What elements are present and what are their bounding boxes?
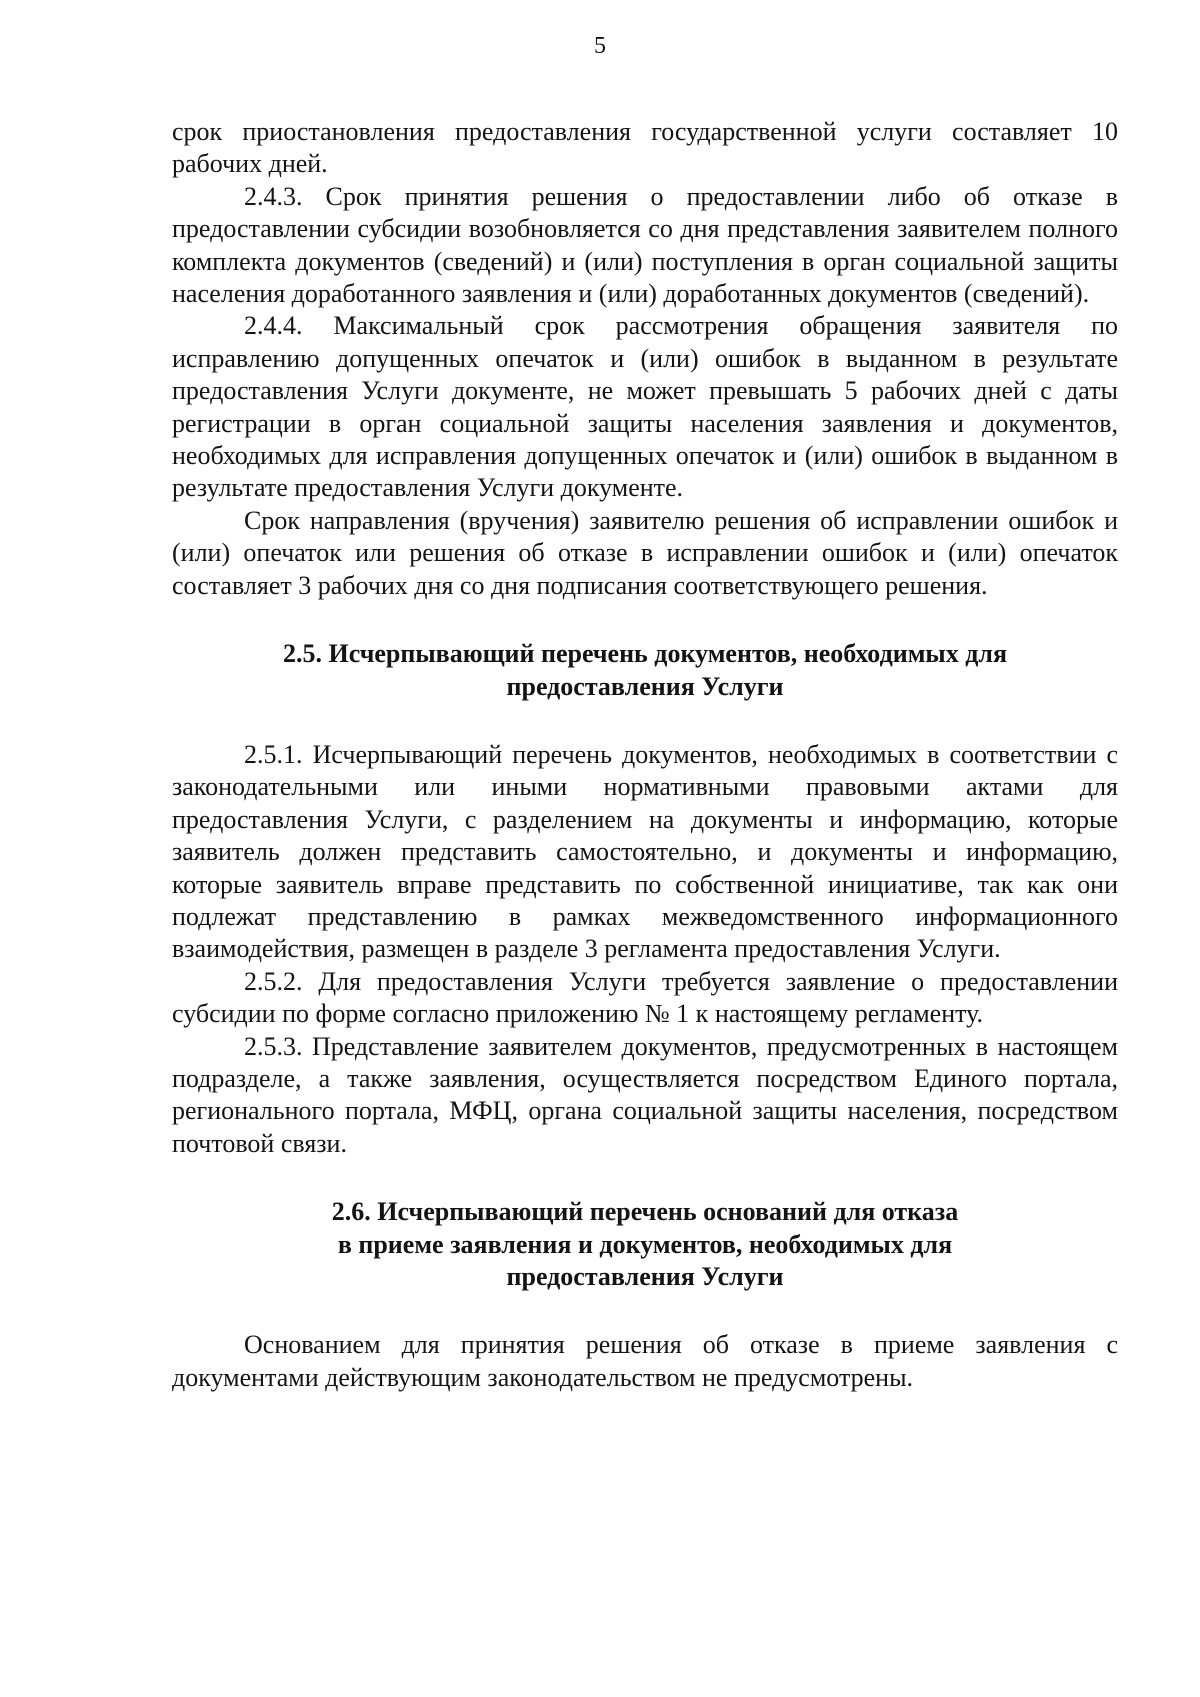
paragraph-suspension-term: срок приостановления предоставления государственной услуги составляет 10 рабочих дней. (172, 117, 1118, 179)
page-number: 5 (594, 33, 606, 59)
heading-line: предоставления Услуги (506, 671, 784, 701)
document-body (172, 116, 1118, 1394)
paragraph-2-5-2: 2.5.2. Для предоставления Услуги требуется заявление о предоставлении субсидии по форме согласно приложению № 1 к настоящему регламенту. (172, 966, 1118, 1029)
paragraph-2-5-1: 2.5.1. Исчерпывающий перечень документов, необходимых в соответствии с законодательными или иными нормативными правовыми актами для предоставления Услуги, с разделением на документы и информацию, которые заявитель должен представить самостоятельно, и документы и информацию, которые заявитель вправе представить по собственной инициативе, так как они подлежат представлению в рамках межведомственного информационного взаимодействия, размещен в разделе 3 регламента предоставления Услуги. (172, 739, 1118, 964)
paragraph-correction-term: Срок направления (вручения) заявителю решения об исправлении ошибок и (или) опечаток или решения об отказе в исправлении ошибок и (или) опечаток составляет 3 рабочих дня со дня подписания соответствующего решения. (172, 505, 1118, 600)
section-heading-2-5 (172, 638, 1118, 703)
paragraph-refusal-grounds: Основанием для принятия решения об отказе в приеме заявления с документами действующим законодательством не предусмотрены. (172, 1330, 1118, 1392)
heading-line: 2.5. Исчерпывающий перечень документов, необходимых для (282, 639, 1008, 669)
heading-line: 2.6. Исчерпывающий перечень оснований для отказа (331, 1197, 959, 1227)
paragraph-2-5-3: 2.5.3. Представление заявителем документов, предусмотренных в настоящем подразделе, а также заявления, осуществляется посредством Единого портала, регионального портала, МФЦ, органа социальной защиты населения, посредством почтовой связи. (172, 1031, 1118, 1158)
section-heading-2-6 (172, 1196, 1118, 1293)
paragraph-2-4-3: 2.4.3. Срок принятия решения о предоставлении либо об отказе в предоставлении субсидии возобновляется со дня представления заявителем полного комплекта документов (сведений) и (или) поступления в орган социальной защиты населения доработанного заявления и (или) доработанных документов (сведений). (172, 181, 1118, 309)
heading-line: в приеме заявления и документов, необходимых для (337, 1229, 953, 1259)
heading-line: предоставления Услуги (506, 1262, 784, 1291)
paragraph-2-4-4: 2.4.4. Максимальный срок рассмотрения обращения заявителя по исправлению допущенных опечаток и (или) ошибок в выданном в результате предоставления Услуги документе, не может превышать 5 рабочих дней с даты регистрации в орган социальной защиты населения заявления и документов, необходимых для исправления допущенных опечаток и (или) ошибок в выданном в результате предоставления Услуги документе. (172, 311, 1118, 503)
